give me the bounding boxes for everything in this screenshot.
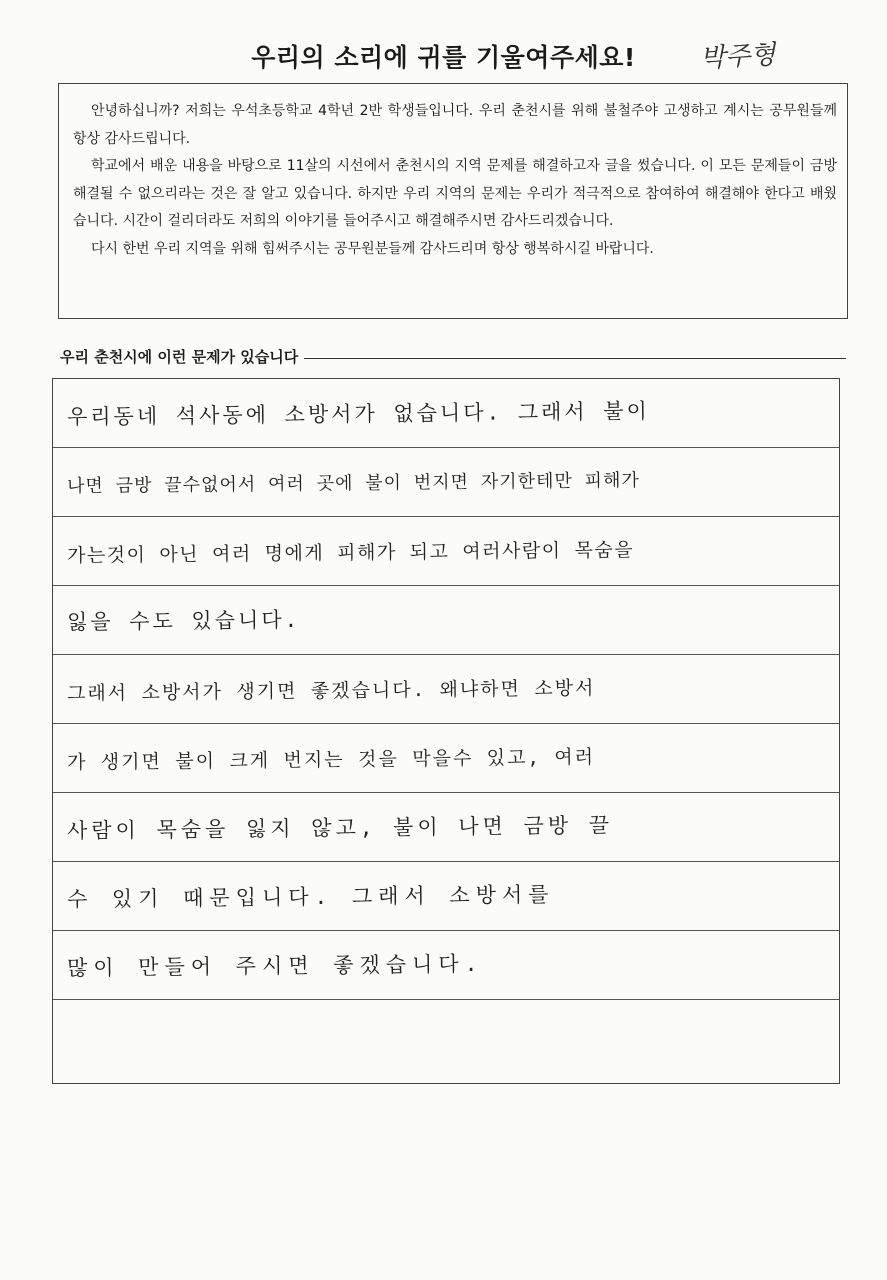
handwritten-text: 가는것이 아닌 여러 명에게 피해가 되고 여러사람이 목숨을 [66, 538, 635, 567]
intro-paragraph: 안녕하십니까? 저희는 우석초등학교 4학년 2반 학생들입니다. 우리 춘천시를 위해 불철주야 고생하고 계시는 공무원들께 항상 감사드립니다. [73, 103, 837, 147]
handwritten-text: 수 있기 때문입니다. 그래서 소방서를 [66, 882, 555, 912]
handwritten-text: 우리동네 석사동에 소방서가 없습니다. 그래서 불이 [66, 398, 650, 430]
writing-line [53, 862, 839, 931]
handwritten-text: 나면 금방 끌수없어서 여러 곳에 불이 번지면 자기한테만 피해가 [66, 470, 640, 497]
intro-paragraph: 학교에서 배운 내용을 바탕으로 11살의 시선에서 춘천시의 지역 문제를 해결하고자 글을 썼습니다. 이 모든 문제들이 금방 해결될 수 없으리라는 것은 잘 알고 있습니다. 하지만 우리 지역의 문제는 우리가 적극적으로 참여하여 해결해야 한다고 배웠습니다. 시간이 걸리더라도 저희의 이야기를 들어주시고 해결해주시면 감사드리겠습니다. [73, 158, 837, 229]
writing-line [53, 1000, 839, 1069]
writing-line [53, 517, 839, 586]
section-heading: 우리 춘천시에 이런 문제가 있습니다 [60, 348, 299, 366]
handwritten-text: 그래서 소방서가 생기면 좋겠습니다. 왜냐하면 소방서 [66, 676, 596, 705]
student-signature: 박주형 [699, 40, 777, 74]
writing-line [53, 724, 839, 793]
handwritten-text: 사람이 목숨을 잃지 않고, 불이 나면 금방 끌 [66, 813, 614, 843]
writing-line [53, 655, 839, 724]
writing-line [53, 379, 839, 448]
handwritten-text: 많이 만들어 주시면 좋겠습니다. [66, 951, 484, 981]
writing-line [53, 448, 839, 517]
handwriting-area [52, 378, 840, 1084]
writing-line [53, 931, 839, 1000]
handwritten-text: 가 생기면 불이 크게 번지는 것을 막을수 있고, 여러 [66, 745, 596, 774]
page-title: 우리의 소리에 귀를 기울여주세요! [251, 43, 636, 72]
writing-line [53, 793, 839, 862]
intro-letter-box [58, 83, 848, 319]
handwritten-text: 잃을 수도 있습니다. [66, 607, 301, 635]
problem-section-header [60, 346, 846, 367]
intro-paragraph: 다시 한번 우리 지역을 위해 힘써주시는 공무원분들께 감사드리며 항상 행복하시길 바랍니다. [91, 240, 654, 257]
heading-rule [304, 358, 846, 359]
writing-line [53, 586, 839, 655]
